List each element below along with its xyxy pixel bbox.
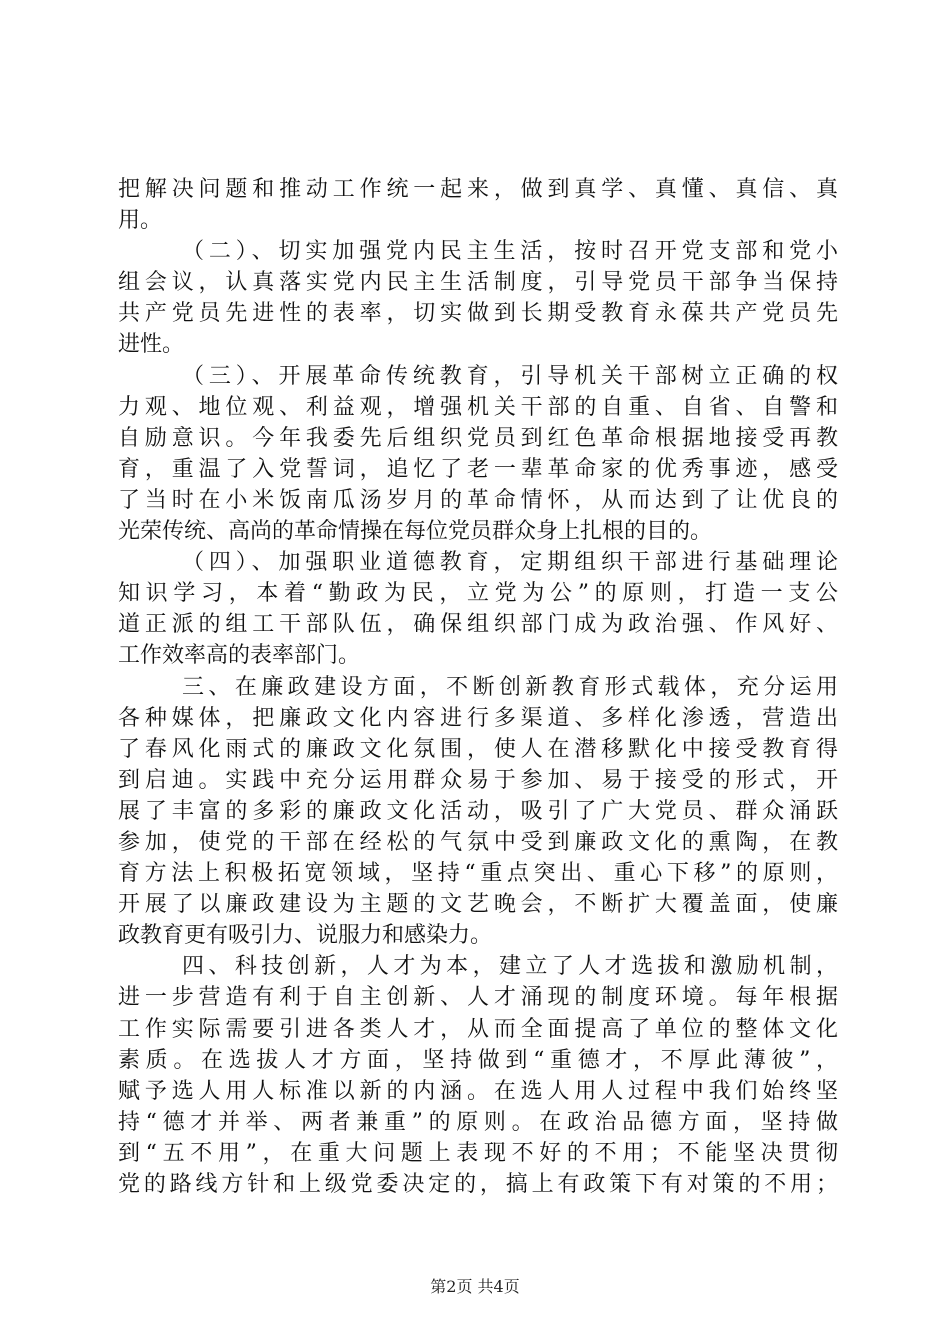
text-line: 政教育更有吸引力、说服力和感染力。 <box>118 923 493 949</box>
text-line: 工作实际需要引进各类人才，从而全面提高了单位的整体文化 <box>118 1016 838 1042</box>
text-line: 持“德才并举、两者兼重”的原则。在政治品德方面，坚持做 <box>118 1109 838 1135</box>
text-line: 党的路线方针和上级党委决定的，搞上有政策下有对策的不用； <box>118 1172 838 1197</box>
text-line: 到启迪。实践中充分运用群众易于参加、易于接受的形式，开 <box>118 767 838 793</box>
text-line: 光荣传统、高尚的革命情操在每位党员群众身上扎根的目的。 <box>118 519 713 545</box>
text-line: 道正派的组工干部队伍，确保组织部门成为政治强、作风好、 <box>118 612 838 638</box>
document-body <box>118 174 838 1200</box>
paragraph-start-line: （二）、切实加强党内民主生活，按时召开党支部和党小 <box>182 239 838 265</box>
text-line: 共产党员先进性的表率，切实做到长期受教育永葆共产党员先 <box>118 301 838 327</box>
text-line: 工作效率高的表率部门。 <box>118 643 361 669</box>
paragraph-start-line: （三）、开展革命传统教育，引导机关干部树立正确的权 <box>182 363 838 389</box>
text-line: 参加，使党的干部在经松的气氛中受到廉政文化的熏陶，在教 <box>118 829 838 855</box>
paragraph-start-line: （四）、加强职业道德教育，定期组织干部进行基础理论 <box>182 550 838 576</box>
text-line: 了春风化雨式的廉政文化氛围，使人在潜移默化中接受教育得 <box>118 736 838 762</box>
text-line: 把解决问题和推动工作统一起来，做到真学、真懂、真信、真 <box>118 177 838 202</box>
text-line: 了当时在小米饭南瓜汤岁月的革命情怀，从而达到了让优良的 <box>118 487 838 513</box>
text-line: 知识学习，本着“勤政为民，立党为公”的原则，打造一支公 <box>118 581 838 607</box>
text-line: 各种媒体，把廉政文化内容进行多渠道、多样化渗透，营造出 <box>118 705 838 731</box>
text-line: 进一步营造有利于自主创新、人才涌现的制度环境。每年根据 <box>118 985 838 1011</box>
page-number-footer: 第2页 共4页 <box>430 1277 520 1296</box>
text-line: 赋予选人用人标准以新的内涵。在选人用人过程中我们始终坚 <box>118 1078 838 1104</box>
text-line: 育方法上积极拓宽领域，坚持“重点突出、重心下移”的原则， <box>118 861 838 887</box>
paragraph-start-line: 四、科技创新，人才为本，建立了人才选拔和激励机制， <box>182 954 838 980</box>
text-line: 到“五不用”，在重大问题上表现不好的不用；不能坚决贯彻 <box>118 1140 838 1166</box>
text-line: 进性。 <box>118 332 185 358</box>
text-line: 力观、地位观、利益观，增强机关干部的自重、自省、自警和 <box>118 394 838 420</box>
text-line: 素质。在选拔人才方面，坚持做到“重德才，不厚此薄彼”， <box>118 1047 838 1073</box>
text-line: 开展了以廉政建设为主题的文艺晚会，不断扩大覆盖面，使廉 <box>118 892 838 918</box>
text-line: 育，重温了入党誓词，追忆了老一辈革命家的优秀事迹，感受 <box>118 456 838 482</box>
text-line: 展了丰富的多彩的廉政文化活动，吸引了广大党员、群众涌跃 <box>118 798 838 824</box>
text-line: 组会议，认真落实党内民主生活制度，引导党员干部争当保持 <box>118 270 838 296</box>
paragraph-start-line: 三、在廉政建设方面，不断创新教育形式载体，充分运用 <box>182 674 838 700</box>
text-line: 用。 <box>118 208 163 234</box>
text-line: 自励意识。今年我委先后组织党员到红色革命根据地接受再教 <box>118 425 838 451</box>
